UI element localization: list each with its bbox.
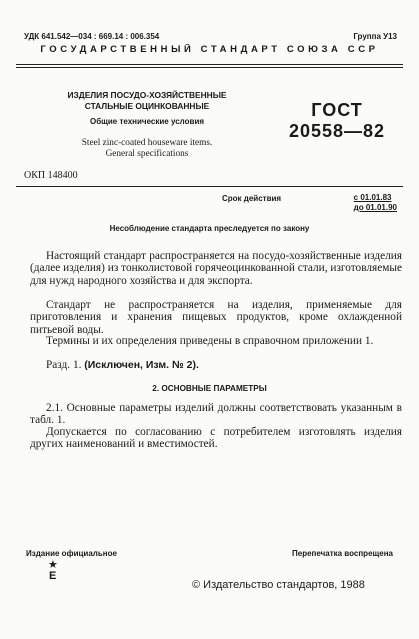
paragraph-terms: Термины и их определения приведены в справочном приложении 1. — [46, 335, 374, 347]
validity-to: до 01.01.90 — [353, 203, 397, 212]
paragraph-exclusion: Стандарт не распространяется на изделия, применяемые для приготовления и хранения пищевых продуктов, кроме охлажденной питьевой воды. — [30, 299, 402, 336]
legal-notice: Несоблюдение стандарта преследуется по закону — [109, 224, 310, 233]
title-en-line2: General specifications — [105, 148, 189, 159]
paragraph-section1 — [30, 359, 418, 371]
official-edition: Издание официальное — [26, 549, 117, 558]
e-mark: Е — [49, 570, 57, 582]
header-rule — [16, 64, 403, 65]
validity-label: Срок действия — [222, 194, 282, 203]
reprint-forbidden: Перепечатка воспрещена — [292, 549, 393, 558]
paragraph-2-1: 2.1. Основные параметры изделий должны соответствовать указанным в табл. 1. — [30, 402, 402, 427]
gost-label: ГОСТ — [311, 100, 363, 120]
copyright: © Издательство стандартов, 1988 — [192, 579, 365, 591]
section1-excluded: (Исключен, Изм. № 2). — [84, 359, 199, 371]
title-en-block — [42, 138, 252, 159]
gost-number: 20558—82 — [288, 121, 386, 141]
title-ru-subtitle: Общие технические условия — [89, 117, 205, 126]
paragraph-permission: Допускается по согласованию с потребителем изготовлять изделия других наименований и вместимостей. — [30, 426, 402, 451]
paragraph-scope: Настоящий стандарт распространяется на посудо-хозяйственные изделия (далее изделия) из тонколистовой горячеоцинкованной стали, изготовляемые для нужд народного хозяйства и для экспорта. — [30, 250, 402, 287]
header-rule-thin — [16, 67, 403, 68]
star-icon: ★ — [48, 559, 58, 571]
section1-prefix: Разд. 1. — [46, 359, 82, 371]
title-ru-line2: СТАЛЬНЫЕ ОЦИНКОВАННЫЕ — [84, 101, 210, 111]
okp-code: ОКП 148400 — [24, 170, 78, 181]
group-code: Группа У13 — [353, 32, 397, 41]
validity-dates — [354, 193, 397, 213]
title-block — [42, 90, 252, 127]
title-en-line1: Steel zinc-coated houseware items. — [81, 138, 213, 148]
gost-designation — [272, 100, 402, 142]
okp-rule — [16, 186, 403, 187]
state-standard-banner: ГОСУДАРСТВЕННЫЙ СТАНДАРТ СОЮЗА ССР — [40, 44, 379, 55]
title-ru-line1: ИЗДЕЛИЯ ПОСУДО-ХОЗЯЙСТВЕННЫЕ — [67, 90, 227, 100]
validity-from: с 01.01.83 — [353, 193, 392, 202]
section2-heading: 2. ОСНОВНЫЕ ПАРАМЕТРЫ — [152, 384, 267, 393]
udk-code: УДК 641.542—034 : 669.14 : 006.354 — [24, 32, 160, 41]
